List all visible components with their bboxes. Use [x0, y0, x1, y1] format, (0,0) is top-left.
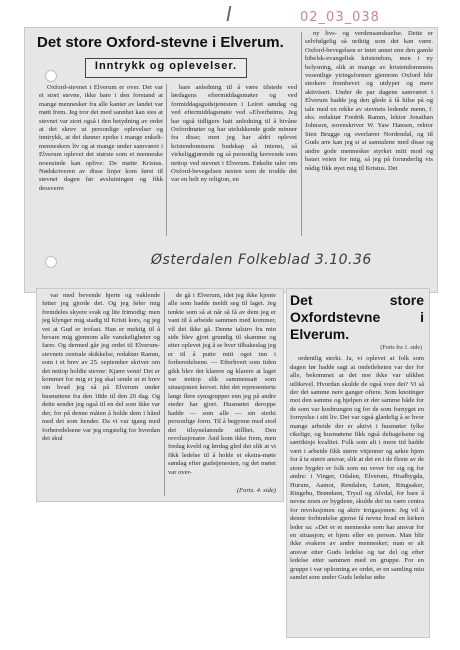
archive-id-annotation: 02_03_038 [300, 10, 380, 25]
article-column-3 [305, 30, 433, 236]
forts-note: (Forts. 4. side) [236, 487, 276, 494]
column-rule [164, 292, 165, 496]
continuation-headline: Det store Oxfordstevne i Elverum. [290, 292, 424, 342]
continuation-article [290, 292, 424, 632]
top-clipping [24, 27, 438, 293]
handwritten-mark: I [226, 2, 233, 26]
continuation-column-2 [168, 292, 276, 484]
handwritten-source-note: Østerdalen Folkeblad 3.10.36 [151, 252, 372, 268]
article-subhead: Inntrykk og oplevelser. [94, 60, 238, 72]
column-text: ny livs- og verdensanskuelse. Dette er selvfølgelig så uriktig som det kan være. Oxford-bevegelsen er intet annet enn den gamle bibelsk-evangelisk kristendom, men i ny belysning, slik at mange av kristendommens vesentlige ytringsformer gjennom Oxford blir sterkere frembevet og utdypet og mere aktivisert. Under de par dagene samværet i Elverum hadde jeg den glede å få hilse på og tale med en rekke av stevnets ledende menn, f. eks. redaktør Fredrik Ramm, lektor Jonathan Johnson, sorenskriver W. Yaw Hansen, rektor Sten Brugge og overlærer Nordendal, og til Guds ære kan jeg si at samtalene med disse og andre gode mennesker styrket mitt mod og bauet veien for mig, så jeg på forunderlig vis nådig fikk øyet mig til Kristus. Det [305, 30, 433, 172]
column-text: var med bevende hjerte og vaklende føtter jeg gjorde det. Og jeg føler mig fremdeles skyere svak og lite frimodig: men jeg klynger mig stadig til Kristi kors, og jeg vet at Gud er trofast. Han er mektig til å bevare mig gjennom alle vanskeligheter og farer. Og dermed går jeg ordet til Elverum-stevnets centrale skikkelse, redaktør Ramm, som i et brev av 25. september skriver om det nettop holdte stevne: Kjære venn! Det er kommet for mig et jeg skal sende ut et brev om hvad jeg så på Elverum under husmøtene fra den 18de til den 20 dag. Og dette sender jeg også til en del som ikke var der, for på denne måten å holde dem i hånd med det som hender. Da vi var igang med forberedelsene var jeg engstelig for hvordan det skul [42, 292, 160, 442]
column-text: Oxford-stevnet i Elverum er over. Det var et stort stevne, ikke bare i den forstand at mange mennesker fra alle kanter av landet var møtt frem. Jeg tror det med sannhet kan sies at stevnet var stort også i den betydning av ordet at det skrev ut personlige oplevelser og inntrykk, at det danner epoke i mange enkelt-menneskers liv og at mange under samværet i Elverum oplevet det største som et menneske noensinde kan oplive: De møtte Kristus. Nødskriveren av disse linjer kom først til stevnet dagen før avslutningen og fikk dessverre [39, 84, 163, 192]
column-text: ordentlig sterkt. Ja, vi oplevet at folk som dagen før hadde sagt at ondetleheten var der for alle, bekommet at det noe ikke var ulikhet utlikevel. Hvordan skulde de også vore det? Vi så der det samme nere ganger oftere. Som knotinger mot den samme og hjelpen er der samme både for de som var kosbrungen og for de som fornyget en fornyelse i sitt liv. Det var også glædelig å se hvor mange arbeide der er aktivt i husmøter fylke rikelige, og husmøtene fikk også deltagelsene og særtiktsje kvalitet. Folk som alt i mere tid hadde vært i arbeide fikk større vitjenner og søkte hjem for å ta større ansvar, slik at det en i de fleste av de store bygder er folk som nu vever for sig og for andre: i Vinger, Odalen, Elverum, Hradbygda, Hurum, Aamot, Rendalen, Løten, Ringsaker, Ringebu, Brøndaen, Trysil og Alvdal, for bare å nevne noen av bygdene, skulde det nu være centra for revolusjonen og aktiv irrigasjonen. Jeg vil å denne forbindelse gjerne få nevne hvad en kirken leder sa: »Det er et menneske som har ansvar for en situasjon; et hjem eller en person. Man blir ikke svakere av andre mennesker; man er alt ansvar etter Guds ledelse og tar del og efter ledelse etter sammen med en gruppe. For en gruppe i var oplosning av ordet, er en samling min samlet som under Guds ledelse ødte [290, 355, 424, 581]
article-column-2 [171, 84, 297, 236]
article-column-1 [39, 84, 163, 236]
article-headline: Det store Oxford-stevne i Elverum. [37, 34, 284, 51]
column-text: de gå i Elverum, idet jeg ikke kjente alle som hadde meldt seg til laget. Jeg tenkte som så at når så få av dem jeg er vant til å arbeide sammen med kommer, vil det ikke gå. Denne talstro fra min side blev gjort grundig til skamme og etter oplevet jeg å se hver tilbakeslag jeg er til å putte mitt oget inn i forberedelsene. — Efterhvert som tiden gikk blev det klarere og klarere at laget var nettop slik sammensatt som situasjonen krevet. Idet det representerte langt flere synsgrupper enn jeg på andre steder har gjort. Husmøtet deroppe hadde — som alle — sin sterkt personlige form. Til å begynne med stod det tilsynelatende stillhet. Den revolusjonære Ånd kom ikke frem, men fredag kveld og lørdag gled det slik at vi fikk ledelse til å holde et ekstra-møte søndag efter gudstjenesten, og det møtet var over- [168, 292, 276, 476]
continuation-column-1 [42, 292, 160, 480]
column-rule [301, 32, 302, 236]
column-rule [166, 84, 167, 236]
punch-hole [45, 70, 57, 82]
continuation-note: (Forts fra 1. side) [380, 345, 422, 351]
column-text: bare anledning til å være tilstede ved lørdagens eftermiddagsmøter og ved formiddagsgudstjenesten i Leiret søndag og ved eftermiddagsmøte ved »Elverhøims. Jeg har også tidligere hatt anledning til å bivåne Oxfordmøter og har utelukkende gode minner fra disse; men jeg har aldri oplevet kristendommens budskap så intenst, så virkeliggjørende og så personlig krevende som nettop ved stevnet i Elverum. Enkelte taler om Oxford-bevegelsen nesten som de trodde det var en helt ny religion, en [171, 84, 297, 184]
continuation-signoff [168, 486, 276, 496]
subhead-box [85, 58, 247, 78]
punch-hole [45, 256, 57, 268]
